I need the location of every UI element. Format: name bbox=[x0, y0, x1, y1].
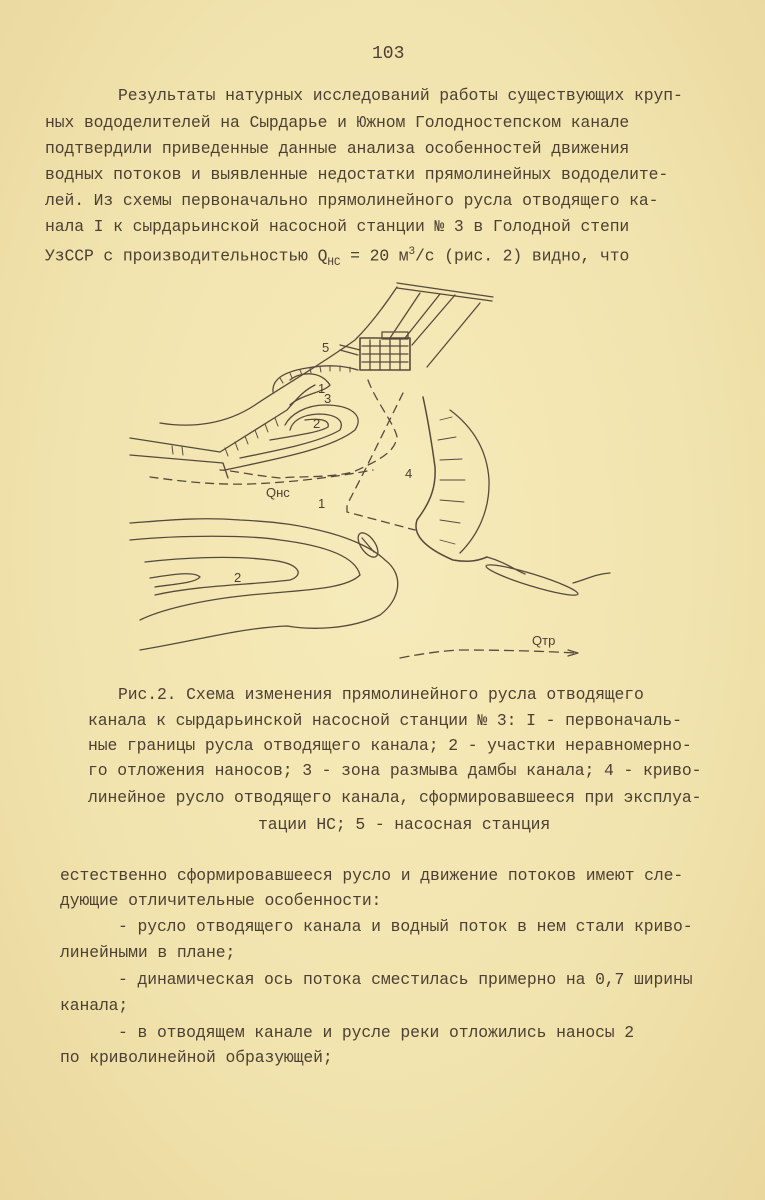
pumping-station bbox=[340, 332, 410, 370]
text-line: дующие отличительные особенности: bbox=[60, 891, 382, 910]
river-flow-dashed bbox=[400, 650, 575, 658]
text-segment: = 20 м bbox=[340, 246, 409, 266]
label-1-upper: 1 bbox=[318, 381, 326, 396]
text-line: лей. Из схемы первоначально прямолинейного русла отводящего ка- bbox=[45, 191, 659, 210]
text-line: - в отводящем канале и русле реки отложились наносы 2 bbox=[118, 1023, 635, 1042]
text-line: - русло отводящего канала и водный поток в нем стали криво- bbox=[118, 917, 693, 936]
right-scarp bbox=[450, 410, 489, 553]
label-3: 3 bbox=[324, 391, 332, 406]
text-line: линейными в плане; bbox=[60, 943, 236, 962]
caption-line: канала к сырдарьинской насосной станции № 3: I - первоначаль- bbox=[88, 711, 682, 730]
caption-line: Рис.2. Схема изменения прямолинейного русла отводящего bbox=[118, 685, 644, 704]
text-segment: /с (рис. 2) видно, что bbox=[415, 246, 630, 266]
page-number: 103 bbox=[372, 44, 405, 64]
caption-line: тации НС; 5 - насосная станция bbox=[258, 815, 551, 834]
caption-line: линейное русло отводящего канала, сформировавшееся при эксплуа- bbox=[88, 788, 702, 807]
right-scarp-hatch bbox=[438, 417, 465, 544]
text-line: естественно сформировавшееся русло и движение потоков имеют сле- bbox=[60, 866, 684, 885]
subscript: НС bbox=[327, 256, 341, 269]
caption-line: ные границы русла отводящего канала; 2 - участки неравномерно- bbox=[88, 736, 692, 755]
text-line: подтвердили приведенные данные анализа особенностей движения bbox=[45, 139, 630, 158]
label-5: 5 bbox=[322, 340, 330, 355]
flow-axis-dashed bbox=[150, 470, 373, 484]
caption-line: го отложения наносов; 3 - зона размыва дамбы канала; 4 - криво- bbox=[88, 761, 702, 780]
upper-deposit-contours bbox=[225, 374, 358, 470]
embankment-hatch bbox=[172, 418, 278, 456]
label-q-ns: Qнс bbox=[266, 485, 290, 500]
label-4: 4 bbox=[405, 466, 413, 481]
text-line: ных вододелителей на Сырдарье и Южном Голодностепском канале bbox=[45, 113, 630, 132]
curved-channel bbox=[416, 397, 487, 561]
embankment bbox=[130, 385, 315, 452]
text-line: водных потоков и выявленные недостатки прямолинейных вододелите- bbox=[45, 165, 669, 184]
left-canal-bank bbox=[130, 455, 228, 478]
label-q-tr: Qтр bbox=[532, 633, 556, 648]
label-1-lower: 1 bbox=[318, 496, 326, 511]
lower-deposit-contours bbox=[130, 536, 360, 620]
dam-scarp bbox=[273, 366, 358, 392]
label-2-lower: 2 bbox=[234, 570, 242, 585]
superscript: 3 bbox=[408, 246, 416, 258]
text-line: Результаты натурных исследований работы существующих круп- bbox=[118, 86, 683, 105]
lower-island bbox=[484, 560, 579, 600]
label-2-upper: 2 bbox=[313, 416, 321, 431]
text-line: по криволинейной образующей; bbox=[60, 1048, 333, 1067]
text-line: - динамическая ось потока сместилась примерно на 0,7 ширины bbox=[118, 970, 693, 989]
inlet-canals bbox=[390, 293, 480, 367]
text-line: нала I к сырдарьинской насосной станции № 3 в Голодной степи bbox=[45, 217, 630, 236]
upper-bank bbox=[160, 287, 397, 425]
text-segment: УзССР с производительностью Q bbox=[45, 246, 328, 266]
text-line: канала; bbox=[60, 996, 129, 1015]
road bbox=[397, 283, 493, 301]
boundary-dashed bbox=[347, 393, 415, 530]
